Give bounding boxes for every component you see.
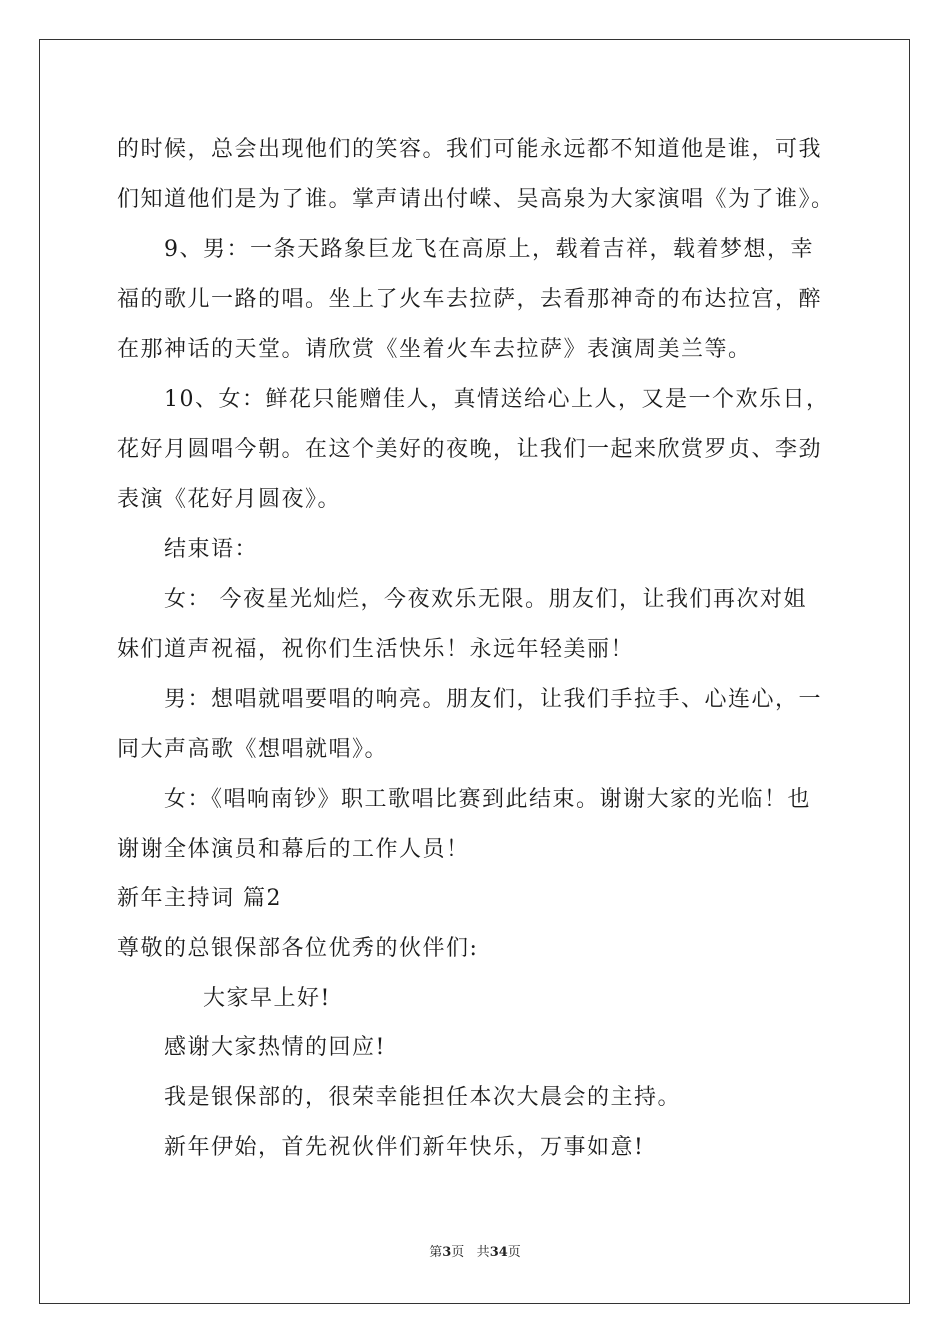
text-line: 新年伊始，首先祝伙伴们新年快乐，万事如意! [164,1135,645,1160]
text-line: 谢谢全体演员和幕后的工作人员！ [117,837,470,862]
text-line: 在那神话的天堂。请欣赏《坐着火车去拉萨》表演周美兰等。 [117,337,752,362]
page-number: 3 [442,1245,452,1260]
text-line: 花好月圆唱今朝。在这个美好的夜晚，让我们一起来欣赏罗贞、李劲 [117,437,823,462]
total-pages: 34 [489,1245,508,1260]
text-line: 表演《花好月圆夜》。 [117,487,342,512]
text-line: 结束语： [164,537,259,562]
text-line: 女：《唱响南钞》职工歌唱比赛到此结束。谢谢大家的光临！也 [164,787,812,812]
text-line: 我是银保部的，很荣幸能担任本次大晨会的主持。 [164,1085,682,1110]
page-prefix: 第 [429,1245,443,1260]
text-line: 女： 今夜星光灿烂，今夜欢乐无限。朋友们，让我们再次对姐 [164,587,807,612]
text-line: 感谢大家热情的回应! [164,1035,386,1060]
text-line: 10、女：鲜花只能赠佳人，真情送给心上人，又是一个欢乐日， [164,387,830,412]
text-line: 尊敬的总银保部各位优秀的伙伴们: [117,936,479,961]
text-line: 福的歌儿一路的唱。坐上了火车去拉萨，去看那神奇的布达拉宫，醉 [117,287,823,312]
text-line: 男：想唱就唱要唱的响亮。朋友们，让我们手拉手、心连心，一 [164,687,823,712]
total-prefix: 共 [476,1245,490,1260]
text-line: 同大声高歌《想唱就唱》。 [117,737,389,762]
page-footer [0,1245,950,1261]
text-line: 大家早上好! [203,986,331,1011]
text-line: 的时候，总会出现他们的笑容。我们可能永远都不知道他是谁，可我 [117,137,823,162]
text-line: 妹们道声祝福，祝你们生活快乐！永远年轻美丽！ [117,637,635,662]
page-suffix: 页 [451,1245,465,1260]
text-line: 9、男：一条天路象巨龙飞在高原上，载着吉祥，载着梦想，幸 [164,237,814,262]
text-line: 们知道他们是为了谁。掌声请出付嵘、吴高泉为大家演唱《为了谁》。 [117,187,835,212]
page-border [39,39,910,1304]
section-heading: 新年主持词 篇2 [117,886,282,911]
total-suffix: 页 [507,1245,521,1260]
